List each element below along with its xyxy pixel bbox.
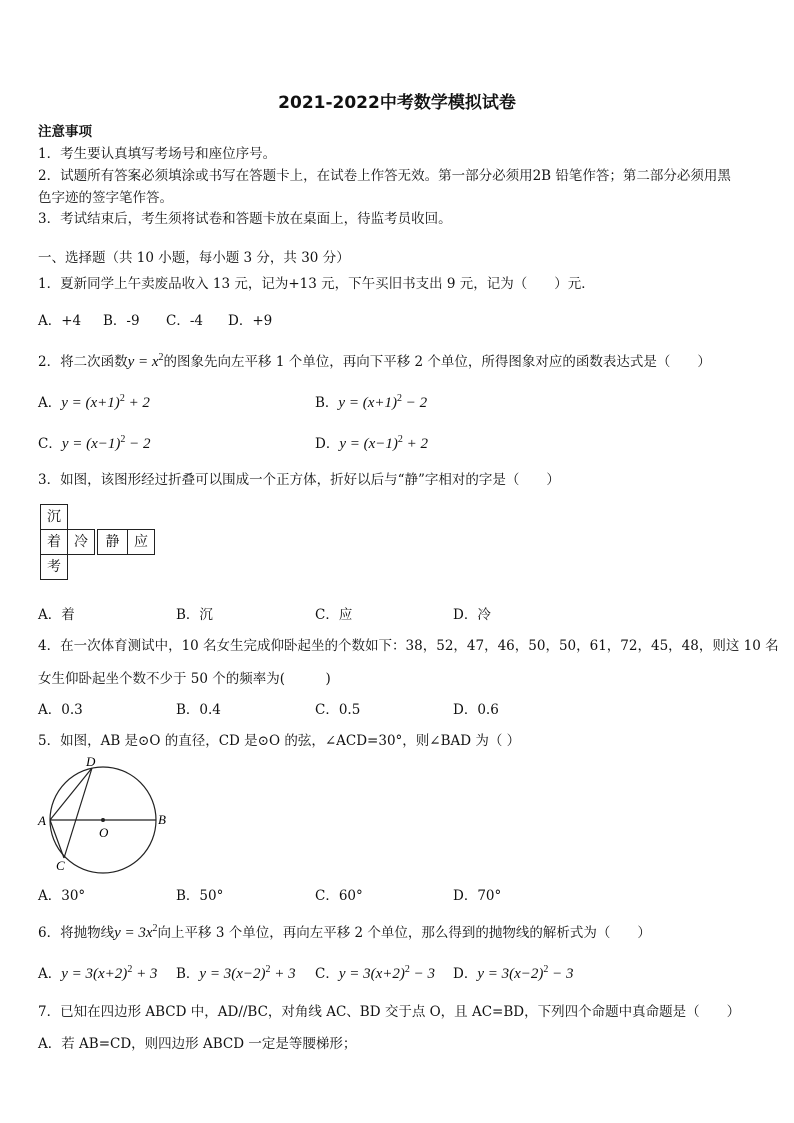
q6-option-c: C．$y = 3(x+2)^2 - 3$ <box>315 964 436 982</box>
net-cell-3: 静 <box>97 529 128 555</box>
q1-option-a: A．+4 <box>38 313 82 329</box>
q6-option-b: B．$y = 3(x-2)^2 + 3$ <box>176 964 296 982</box>
q1-option-d: D．+9 <box>228 313 273 329</box>
q5-option-b: B．50° <box>176 888 224 904</box>
notice-item-2: 2．试题所有答案必须填涂或书写在答题卡上，在试卷上作答无效。第一部分必须用2B 铅笔作答；第二部分必须用黑 <box>38 168 731 184</box>
question-2-stem: 2．将二次函数$y = x^2$的图象先向左平移 1 个单位，再向下平移 2 个单位，所得图象对应的函数表达式是（ ） <box>38 352 711 370</box>
q6-option-a: A．$y = 3(x+2)^2 + 3$ <box>38 964 158 982</box>
label-o: O <box>99 825 109 840</box>
exam-title: 2021-2022中考数学模拟试卷 <box>278 93 516 113</box>
label-c: C <box>56 858 65 873</box>
label-d: D <box>86 754 96 769</box>
q4-option-a: A．0.3 <box>38 702 83 718</box>
q1-option-b: B．-9 <box>103 313 140 329</box>
label-b: B <box>158 812 166 827</box>
question-1-stem: 1．夏新同学上午卖废品收入 13 元，记为+13 元，下午买旧书支出 9 元，记为（ ）元． <box>38 276 595 292</box>
chord-cd <box>64 768 92 858</box>
notice-heading: 注意事项 <box>38 124 92 140</box>
net-cell-bottom: 考 <box>40 554 68 580</box>
q3-option-b: B．沉 <box>176 607 213 623</box>
q5-option-c: C．60° <box>315 888 363 904</box>
question-4-stem-line-2: 女生仰卧起坐个数不少于 50 个的频率为( ) <box>38 671 331 687</box>
question-5-stem: 5．如图，AB 是⊙O 的直径，CD 是⊙O 的弦，∠ACD=30°，则∠BAD 为（ ） <box>38 733 521 749</box>
question-7-stem: 7．已知在四边形 ABCD 中，AD//BC，对角线 AC、BD 交于点 O，且 AC=BD，下列四个命题中真命题是（ ） <box>38 1004 741 1020</box>
net-cell-2: 冷 <box>67 529 95 555</box>
question-3-stem: 3．如图，该图形经过折叠可以围成一个正方体，折好以后与“静”字相对的字是（ ） <box>38 472 560 488</box>
q2-option-a: A．$y = (x+1)^2 + 2$ <box>38 393 150 411</box>
q4-option-c: C．0.5 <box>315 702 361 718</box>
q5-option-d: D．70° <box>453 888 502 904</box>
center-point <box>101 818 105 822</box>
chord-ac <box>50 820 64 858</box>
net-cell-1: 着 <box>40 529 68 555</box>
question-6-stem: 6．将抛物线$y = 3x^2$向上平移 3 个单位，再向左平移 2 个单位，那么得到的抛物线的解析式为（ ） <box>38 923 651 941</box>
q2-option-c: C．$y = (x-1)^2 - 2$ <box>38 434 151 452</box>
q3-option-a: A．着 <box>38 607 75 623</box>
q4-option-b: B．0.4 <box>176 702 221 718</box>
notice-item-1: 1．考生要认真填写考场号和座位序号。 <box>38 146 277 162</box>
circle-geometry-figure <box>30 752 180 874</box>
q7-option-a: A．若 AB=CD，则四边形 ABCD 一定是等腰梯形； <box>38 1036 357 1052</box>
q2-option-d: D．$y = (x-1)^2 + 2$ <box>315 434 429 452</box>
q6-option-d: D．$y = 3(x-2)^2 - 3$ <box>453 964 574 982</box>
section-heading: 一、选择题（共 10 小题，每小题 3 分，共 30 分） <box>38 250 350 266</box>
label-a: A <box>38 813 46 828</box>
notice-item-2-cont: 色字迹的签字笔作答。 <box>38 190 173 206</box>
q3-option-d: D．冷 <box>453 607 491 623</box>
q5-option-a: A．30° <box>38 888 86 904</box>
notice-item-3: 3．考试结束后，考生须将试卷和答题卡放在桌面上，待监考员收回。 <box>38 211 452 227</box>
net-cell-4: 应 <box>127 529 155 555</box>
net-cell-top: 沉 <box>40 504 68 530</box>
q1-option-c: C．-4 <box>166 313 203 329</box>
question-4-stem-line-1: 4．在一次体育测试中，10 名女生完成仰卧起坐的个数如下：38，52，47，46，50，50，61，72，45，48，则这 10 名 <box>38 638 779 654</box>
q3-option-c: C．应 <box>315 607 353 623</box>
q2-option-b: B．$y = (x+1)^2 - 2$ <box>315 393 428 411</box>
q4-option-d: D．0.6 <box>453 702 499 718</box>
